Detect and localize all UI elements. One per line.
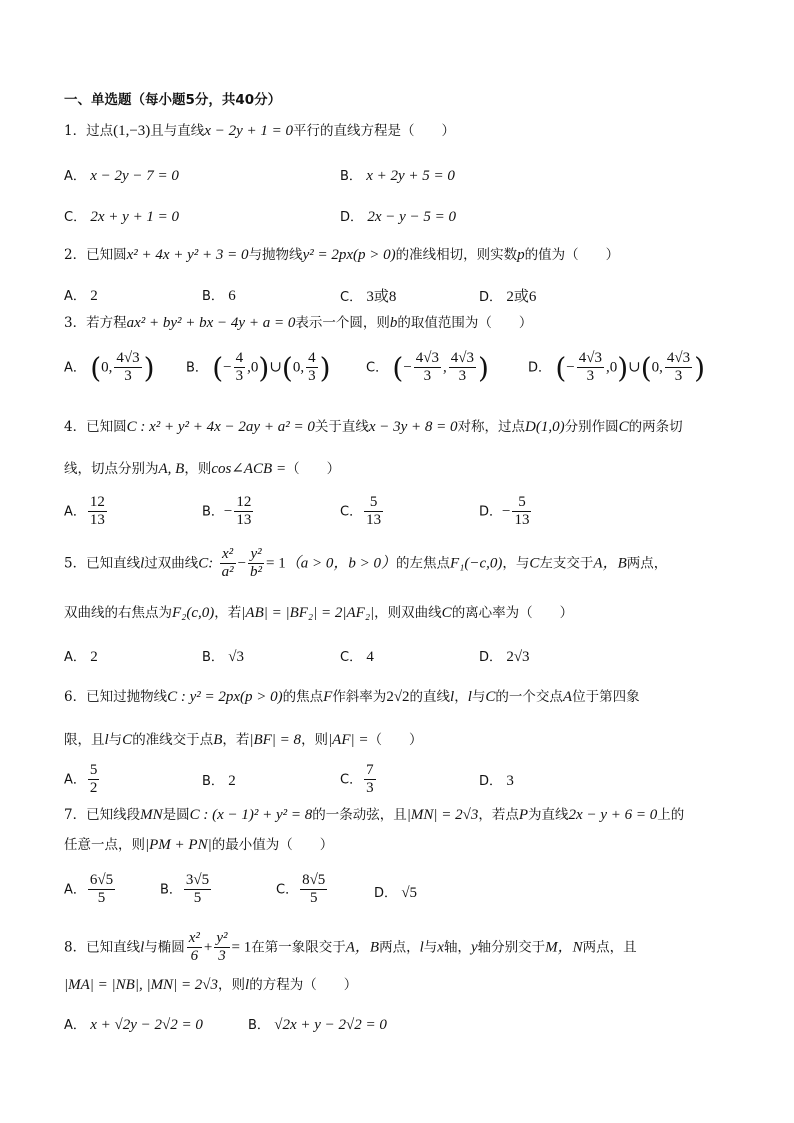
q6-option-d[interactable]: D． 3 (479, 773, 514, 789)
q5-option-c[interactable]: C． 4 (340, 649, 374, 665)
fraction: $\frac{4√3}{3}$ (116, 350, 140, 385)
q4-option-b[interactable]: B．− $\frac{12}{13}$ (202, 494, 252, 529)
question-8-stem-line2: |MA| = |NB|, |MN| = 2√3，则l的方程为（ ） (64, 977, 358, 993)
q3-option-c[interactable]: C． (− $\frac{4√3}{3}$ , $\frac{4√3}{3}$ ) (366, 350, 489, 385)
question-6-stem-line1: 6．已知过抛物线C : y² = 2px(p > 0)的焦点F作斜率为2√2的直线l，l与C的一个交点A位于第四象 (64, 689, 640, 705)
q1-option-b[interactable]: B． x + 2y + 5 = 0 (340, 168, 455, 184)
q3-option-d[interactable]: D． (− $\frac{4√3}{3}$ ,0)∪(0, $\frac{4√3}{3}$ ) (528, 350, 706, 385)
q2-option-a[interactable]: A． 2 (64, 288, 98, 304)
q2-option-b[interactable]: B． 6 (202, 288, 236, 304)
q2-option-c[interactable]: C． 3或8 (340, 289, 397, 305)
question-4-stem-line1: 4．已知圆C : x² + y² + 4x − 2ay + a² = 0关于直线x − 3y + 8 = 0对称，过点D(1,0)分别作圆C的两条切 (64, 419, 683, 435)
q7-option-d[interactable]: D． √5 (374, 885, 418, 901)
q4-option-d[interactable]: D．− $\frac{5}{13}$ (479, 494, 530, 529)
q7-option-a[interactable]: A． $\frac{6√5}{5}$ (64, 872, 114, 907)
question-3-stem: 3．若方程ax² + by² + bx − 4y + a = 0表示一个圆，则b的取值范围为（ ） (64, 315, 533, 331)
q7-option-c[interactable]: C． $\frac{8√5}{5}$ (276, 872, 326, 907)
q6-option-c[interactable]: C． $\frac{7}{3}$ (340, 762, 374, 797)
q5-option-b[interactable]: B． √3 (202, 649, 244, 665)
question-4-stem-line2: 线，切点分别为A, B，则cos∠ACB =（ ） (64, 461, 341, 477)
q8-option-a[interactable]: A． x + √2y − 2√2 = 0 (64, 1017, 203, 1033)
q6-option-a[interactable]: A． $\frac{5}{2}$ (64, 762, 98, 797)
q6-option-b[interactable]: B． 2 (202, 773, 236, 789)
q8-option-b[interactable]: B． √2x + y − 2√2 = 0 (248, 1017, 387, 1033)
fraction: $\frac{4}{3}$ (308, 350, 316, 385)
question-5-stem-line1: 5．已知直线l过双曲线C: $\frac{\text{x²}}{\text{a²}}$ − $\frac{\text{y²}}{\text{b²}}$ = 1（a > 0，b > 0）的左焦点F₁(−c,0)，与C左支交于A，B两点， (64, 546, 668, 581)
q3-option-a[interactable]: A． (0, $\frac{4√3}{3}$ ) (64, 350, 155, 385)
q1-option-c[interactable]: C． 2x + y + 1 = 0 (64, 209, 180, 225)
fraction: $\frac{4√3}{3}$ (415, 350, 440, 385)
q4-option-a[interactable]: A． $\frac{12}{13}$ (64, 494, 105, 529)
fraction: $\frac{4√3}{3}$ (578, 350, 602, 385)
question-1-stem: 1．过点(1,−3)且与直线x − 2y + 1 = 0平行的直线方程是（ ） (64, 123, 455, 139)
q5-option-a[interactable]: A． 2 (64, 649, 98, 665)
section-title: 一、单选题（每小题5分，共40分） (64, 92, 282, 108)
question-7-stem-line1: 7．已知线段MN是圆C : (x − 1)² + y² = 8的一条动弦，且|MN| = 2√3，若点P为直线2x − y + 6 = 0上的 (64, 807, 685, 823)
q2-option-d[interactable]: D． 2或6 (479, 289, 537, 305)
question-2-stem: 2．已知圆x² + 4x + y² + 3 = 0与抛物线y² = 2px(p > 0)的准线相切，则实数p的值为（ ） (64, 247, 620, 263)
question-8-stem-line1: 8．已知直线l与椭圆 $\frac{\text{x²}}{6}$ + $\frac{\text{y²}}{3}$ = 1在第一象限交于A，B两点，l与x轴，y轴分别交于M，N两点，且 (64, 930, 637, 965)
question-5-stem-line2: 双曲线的右焦点为F₂(c,0)，若|AB| = |BF₂| = 2|AF₂|，则双曲线C的离心率为（ ） (64, 605, 574, 621)
q4-option-c[interactable]: C． $\frac{5}{13}$ (340, 494, 382, 529)
fraction: $\frac{4}{3}$ (235, 350, 244, 385)
fraction: $\frac{4√3}{3}$ (450, 350, 474, 385)
q3-option-b[interactable]: B． (− $\frac{4}{3}$ ,0)∪(0, $\frac{4}{3}$ ) (186, 350, 331, 385)
q7-option-b[interactable]: B． $\frac{3√5}{5}$ (160, 872, 210, 907)
q5-option-d[interactable]: D． 2√3 (479, 649, 530, 665)
fraction: $\frac{4√3}{3}$ (666, 350, 691, 385)
question-7-stem-line2: 任意一点，则|PM + PN|的最小值为（ ） (64, 837, 334, 853)
question-6-stem-line2: 限，且l与C的准线交于点B，若|BF| = 8，则|AF| =（ ） (64, 732, 423, 748)
q1-option-a[interactable]: A． x − 2y − 7 = 0 (64, 168, 179, 184)
q1-option-d[interactable]: D． 2x − y − 5 = 0 (340, 209, 456, 225)
